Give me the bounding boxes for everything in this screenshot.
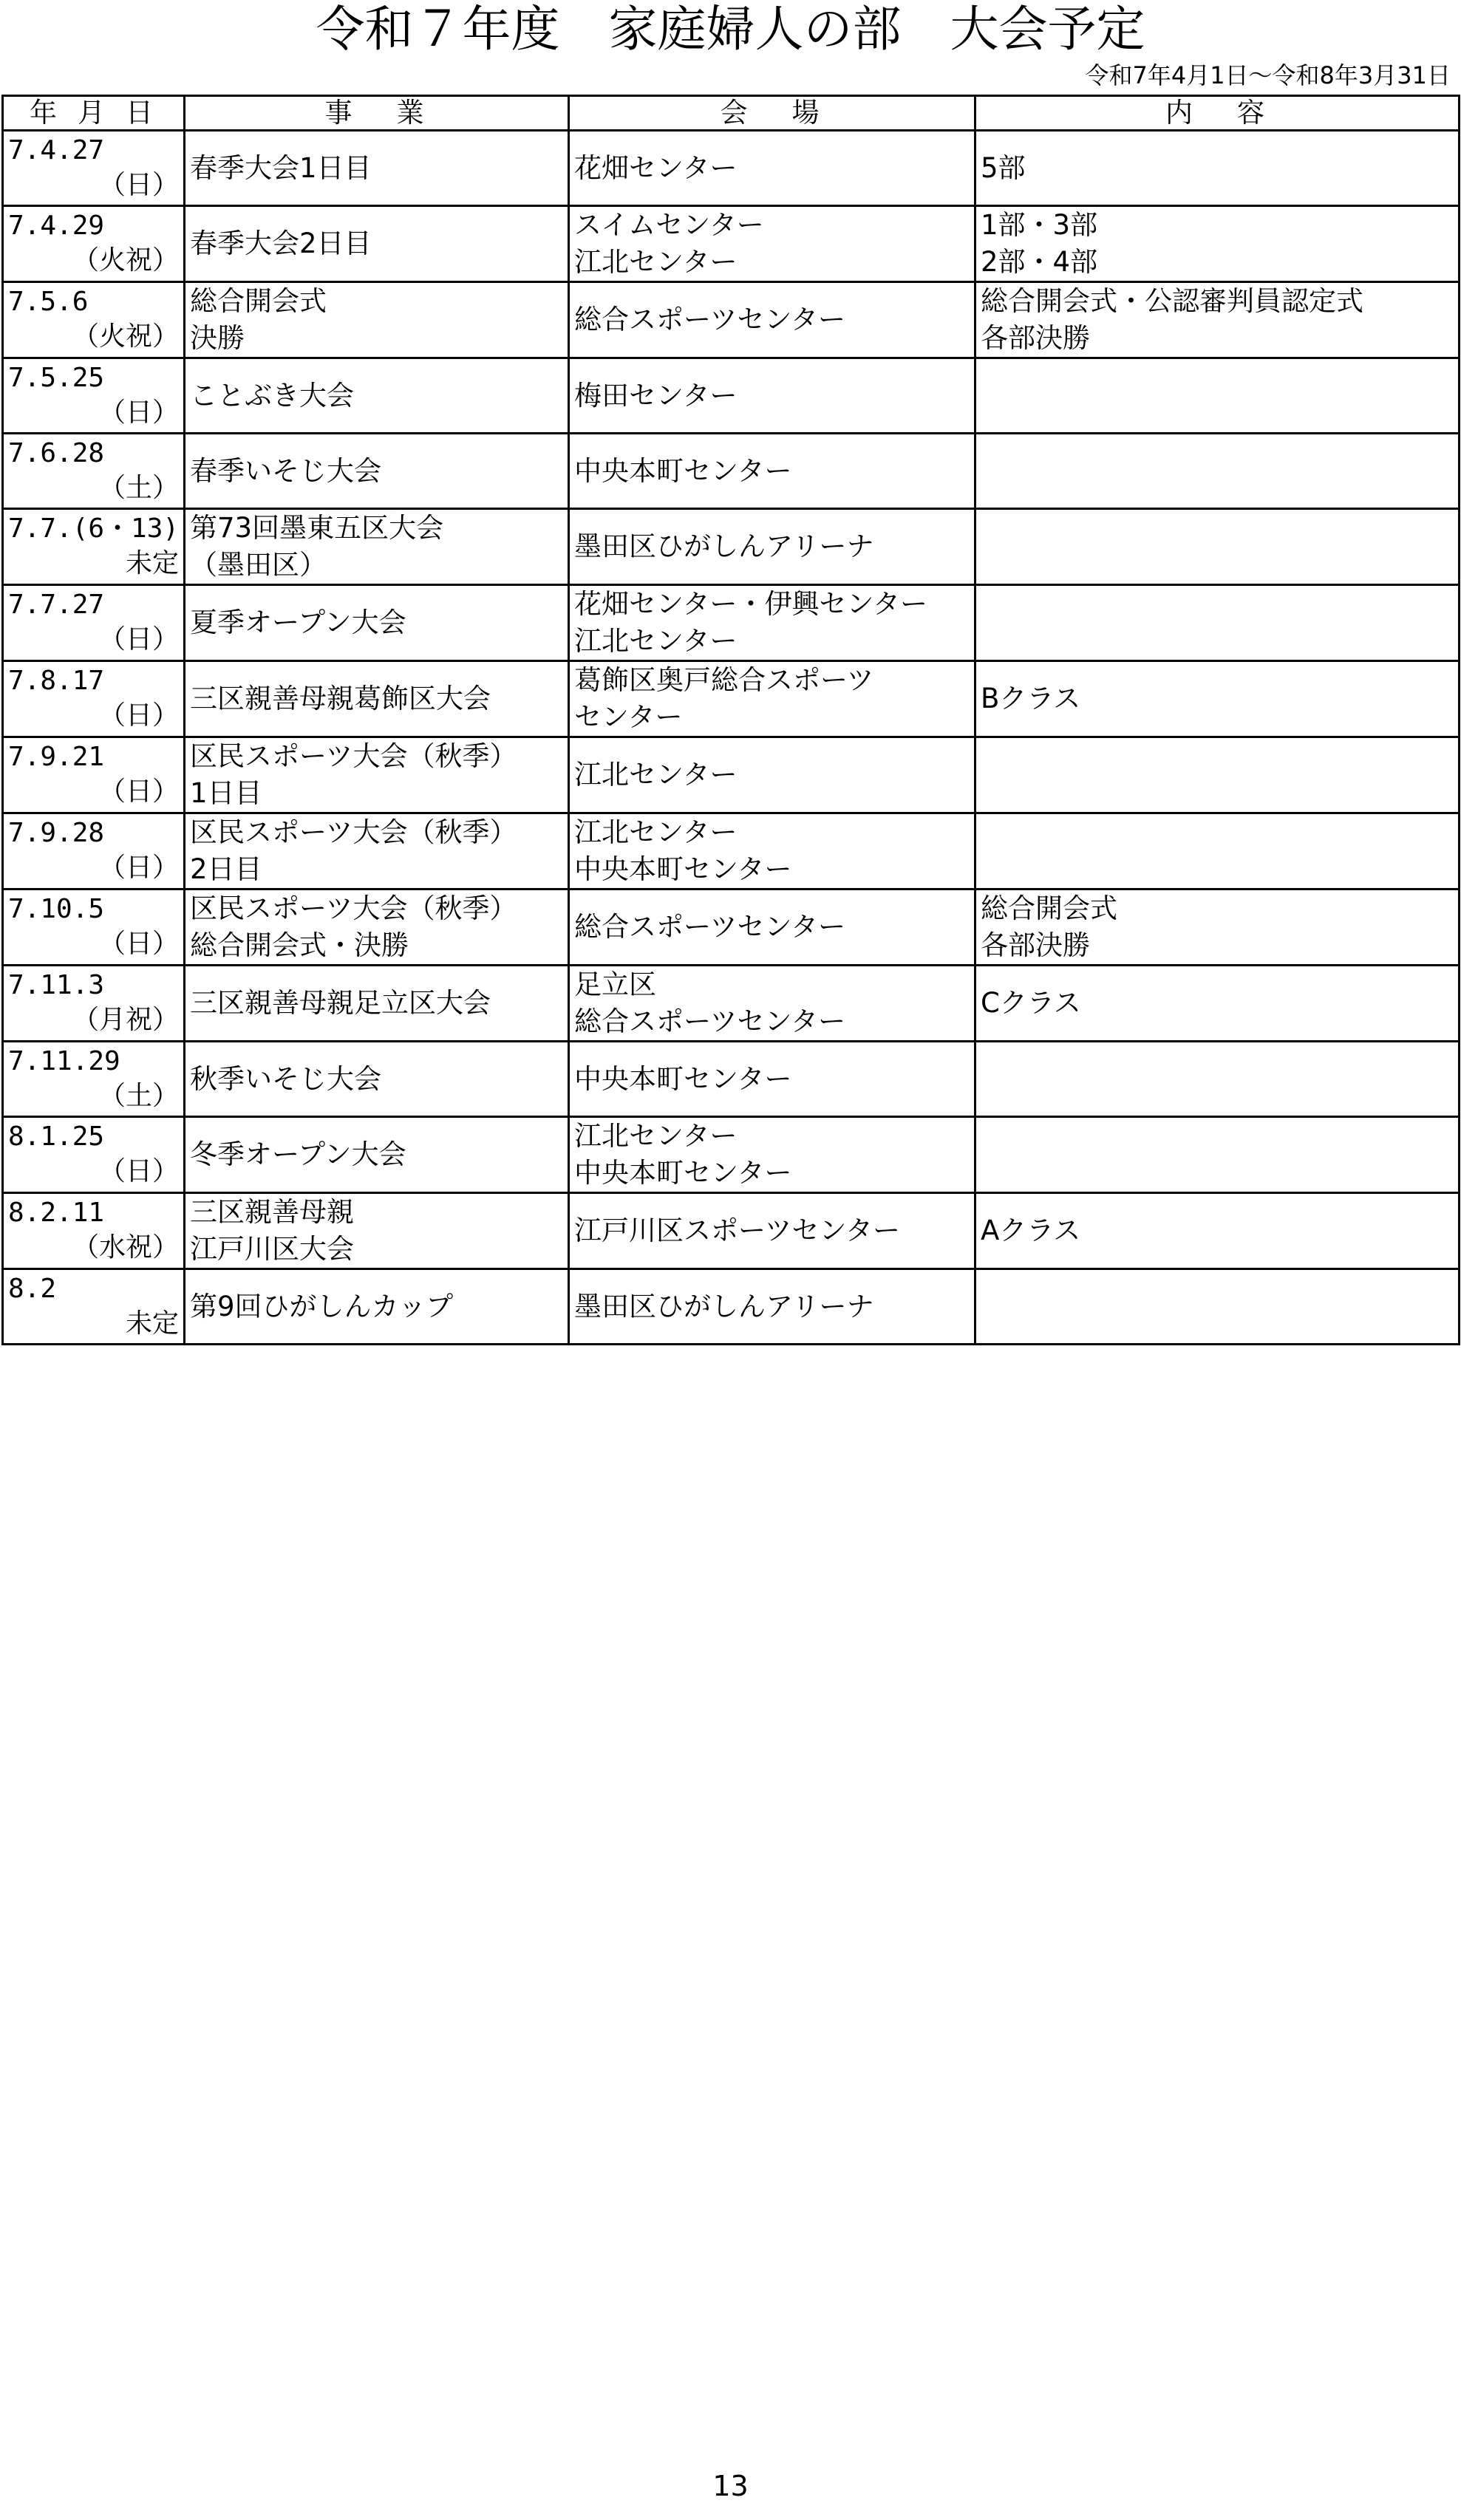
event-name-line: 江戸川区大会 [190, 1233, 354, 1265]
event-cell [185, 131, 569, 206]
venue-name-line: 総合スポーツセンター [574, 1005, 846, 1037]
column-header-date: 年月日 [3, 96, 185, 131]
event-date: 7.6.28 [8, 437, 105, 468]
venue-name-line: 中央本町センター [574, 1157, 792, 1189]
date-cell [3, 1269, 185, 1345]
table-row [3, 889, 1460, 966]
table-row [3, 282, 1460, 358]
event-cell [185, 966, 569, 1042]
content-detail-line: 総合開会式・公認審判員認定式 [981, 285, 1363, 317]
date-cell [3, 509, 185, 585]
venue-name-line: 中央本町センター [574, 1062, 792, 1095]
venue-name-line: スイムセンター [574, 209, 764, 241]
content-detail-line: Aクラス [981, 1215, 1081, 1246]
event-cell [185, 1117, 569, 1193]
event-cell [185, 661, 569, 737]
event-cell [185, 1269, 569, 1345]
content-detail-line: 1部・3部 [981, 209, 1098, 241]
event-name-line: 三区親善母親足立区大会 [190, 987, 491, 1019]
venue-name-line: 江北センター [574, 759, 738, 791]
content-cell [975, 1117, 1460, 1193]
event-cell [185, 358, 569, 434]
table-row [3, 966, 1460, 1042]
content-detail-line: Cクラス [981, 987, 1081, 1019]
table-row [3, 206, 1460, 282]
venue-name-line: 江戸川区スポーツセンター [574, 1215, 901, 1246]
event-date: 7.7.(6・13) [8, 513, 180, 544]
venue-name-line: 葛飾区奥戸総合スポーツ [574, 664, 874, 696]
content-cell [975, 737, 1460, 813]
venue-name-line: 江北センター [574, 816, 738, 848]
column-header-venue: 会場 [569, 96, 975, 131]
event-name-line: 春季大会2日目 [190, 228, 372, 259]
venue-name-line: 中央本町センター [574, 853, 792, 885]
event-name-line: （墨田区） [190, 549, 327, 581]
event-day-of-week: （日） [98, 1156, 179, 1186]
venue-name-line: 江北センター [574, 625, 738, 657]
column-header-event: 事業 [185, 96, 569, 131]
content-cell [975, 206, 1460, 282]
event-day-of-week: （火祝） [72, 321, 179, 352]
venue-cell [569, 358, 975, 434]
page-number: 13 [712, 2470, 749, 2502]
venue-cell [569, 585, 975, 661]
table-row [3, 1042, 1460, 1117]
content-cell [975, 1042, 1460, 1117]
event-date: 7.10.5 [8, 894, 105, 924]
column-header-content: 内容 [975, 96, 1460, 131]
content-detail-line: 2部・4部 [981, 246, 1098, 278]
event-date: 8.1.25 [8, 1121, 105, 1152]
event-name-line: 1日目 [190, 777, 262, 809]
header-row [3, 96, 1460, 131]
venue-cell [569, 1269, 975, 1345]
event-name-line: 三区親善母親 [190, 1196, 354, 1228]
table-row [3, 1269, 1460, 1345]
event-date: 7.7.27 [8, 590, 105, 620]
event-cell [185, 206, 569, 282]
date-cell [3, 813, 185, 889]
event-day-of-week: 未定 [125, 1308, 179, 1339]
venue-cell [569, 434, 975, 509]
schedule-table-body [3, 131, 1460, 1345]
event-cell [185, 282, 569, 358]
event-date: 7.9.28 [8, 818, 105, 848]
event-day-of-week: （土） [98, 472, 179, 503]
event-day-of-week: （日） [98, 169, 179, 200]
venue-name-line: 総合スポーツセンター [574, 304, 846, 335]
event-name-line: ことぶき大会 [190, 379, 354, 412]
event-cell [185, 813, 569, 889]
venue-cell [569, 509, 975, 585]
event-name-line: 秋季いそじ大会 [190, 1062, 381, 1095]
table-row [3, 737, 1460, 813]
event-day-of-week: （日） [98, 397, 179, 428]
date-cell [3, 585, 185, 661]
content-detail-line: Bクラス [981, 683, 1081, 714]
content-cell [975, 585, 1460, 661]
event-cell [185, 509, 569, 585]
date-cell [3, 966, 185, 1042]
venue-cell [569, 737, 975, 813]
event-day-of-week: （日） [98, 776, 179, 807]
event-day-of-week: （火祝） [72, 245, 179, 276]
venue-cell [569, 131, 975, 206]
venue-name-line: 中央本町センター [574, 454, 792, 487]
venue-cell [569, 813, 975, 889]
venue-name-line: 墨田区ひがしんアリーナ [574, 530, 874, 562]
venue-cell [569, 1042, 975, 1117]
event-day-of-week: （日） [98, 853, 179, 883]
event-cell [185, 585, 569, 661]
date-cell [3, 131, 185, 206]
content-cell [975, 282, 1460, 358]
event-day-of-week: （日） [98, 929, 179, 959]
event-name-line: 2日目 [190, 853, 262, 885]
content-cell [975, 889, 1460, 966]
date-cell [3, 206, 185, 282]
event-date: 8.2.11 [8, 1198, 105, 1228]
date-cell [3, 661, 185, 737]
event-name-line: 第9回ひがしんカップ [190, 1290, 454, 1322]
event-day-of-week: （日） [98, 624, 179, 655]
venue-cell [569, 966, 975, 1042]
venue-name-line: 花畑センター [574, 151, 738, 184]
content-detail-line: 各部決勝 [981, 322, 1090, 354]
venue-name-line: 総合スポーツセンター [574, 911, 846, 943]
event-cell [185, 1193, 569, 1269]
content-cell [975, 434, 1460, 509]
event-name-line: 三区親善母親葛飾区大会 [190, 683, 491, 714]
content-cell [975, 1269, 1460, 1345]
date-cell [3, 358, 185, 434]
content-cell [975, 661, 1460, 737]
event-name-line: 総合開会式・決勝 [190, 929, 409, 961]
date-cell [3, 737, 185, 813]
table-row [3, 358, 1460, 434]
venue-name-line: センター [574, 701, 683, 733]
event-name-line: 春季いそじ大会 [190, 454, 381, 487]
content-detail-line: 各部決勝 [981, 929, 1090, 961]
venue-name-line: 墨田区ひがしんアリーナ [574, 1290, 874, 1322]
event-name-line: 区民スポーツ大会（秋季） [190, 892, 517, 924]
venue-cell [569, 206, 975, 282]
venue-name-line: 花畑センター・伊興センター [574, 588, 928, 620]
event-cell [185, 737, 569, 813]
venue-cell [569, 889, 975, 966]
date-cell [3, 282, 185, 358]
venue-name-line: 江北センター [574, 246, 738, 278]
event-name-line: 夏季オープン大会 [190, 607, 406, 638]
event-cell [185, 434, 569, 509]
event-cell [185, 889, 569, 966]
date-cell [3, 1193, 185, 1269]
venue-name-line: 江北センター [574, 1120, 738, 1152]
event-date: 7.5.25 [8, 362, 105, 393]
event-day-of-week: （日） [98, 700, 179, 731]
event-name-line: 春季大会1日目 [190, 151, 372, 184]
venue-name-line: 足立区 [574, 969, 656, 1000]
venue-cell [569, 1117, 975, 1193]
venue-cell [569, 661, 975, 737]
event-name-line: 決勝 [190, 322, 245, 354]
content-cell [975, 966, 1460, 1042]
content-cell [975, 813, 1460, 889]
event-cell [185, 1042, 569, 1117]
date-cell [3, 1117, 185, 1193]
schedule-table [1, 95, 1460, 1345]
event-name-line: 区民スポーツ大会（秋季） [190, 740, 517, 772]
event-date: 7.4.27 [8, 134, 105, 165]
table-row [3, 1117, 1460, 1193]
event-day-of-week: （水祝） [72, 1232, 179, 1263]
date-cell [3, 889, 185, 966]
event-name-line: 区民スポーツ大会（秋季） [190, 816, 517, 848]
content-cell [975, 509, 1460, 585]
table-row [3, 813, 1460, 889]
table-row [3, 434, 1460, 509]
schedule-period: 令和7年4月1日～令和8年3月31日 [1085, 61, 1451, 89]
event-day-of-week: 未定 [125, 548, 179, 578]
event-date: 7.9.21 [8, 742, 105, 772]
content-cell [975, 1193, 1460, 1269]
date-cell [3, 1042, 185, 1117]
table-row [3, 661, 1460, 737]
table-row [3, 585, 1460, 661]
event-date: 7.4.29 [8, 211, 105, 241]
venue-name-line: 梅田センター [574, 379, 738, 412]
event-date: 8.2 [8, 1273, 57, 1304]
event-name-line: 第73回墨東五区大会 [190, 512, 444, 544]
event-date: 7.11.3 [8, 970, 105, 1000]
content-cell [975, 358, 1460, 434]
event-date: 7.11.29 [8, 1045, 120, 1076]
document-title: 令和７年度 家庭婦人の部 大会予定 [316, 1, 1145, 58]
event-name-line: 総合開会式 [190, 285, 327, 317]
venue-cell [569, 1193, 975, 1269]
table-row [3, 509, 1460, 585]
table-row [3, 1193, 1460, 1269]
event-name-line: 冬季オープン大会 [190, 1138, 406, 1170]
event-day-of-week: （月祝） [72, 1005, 179, 1035]
content-detail-line: 総合開会式 [981, 892, 1117, 924]
schedule-table-header [3, 96, 1460, 131]
content-detail-line: 5部 [981, 151, 1026, 184]
date-cell [3, 434, 185, 509]
event-date: 7.8.17 [8, 666, 105, 696]
table-row [3, 131, 1460, 206]
event-day-of-week: （土） [98, 1080, 179, 1111]
venue-cell [569, 282, 975, 358]
content-cell [975, 131, 1460, 206]
event-date: 7.5.6 [8, 287, 89, 317]
